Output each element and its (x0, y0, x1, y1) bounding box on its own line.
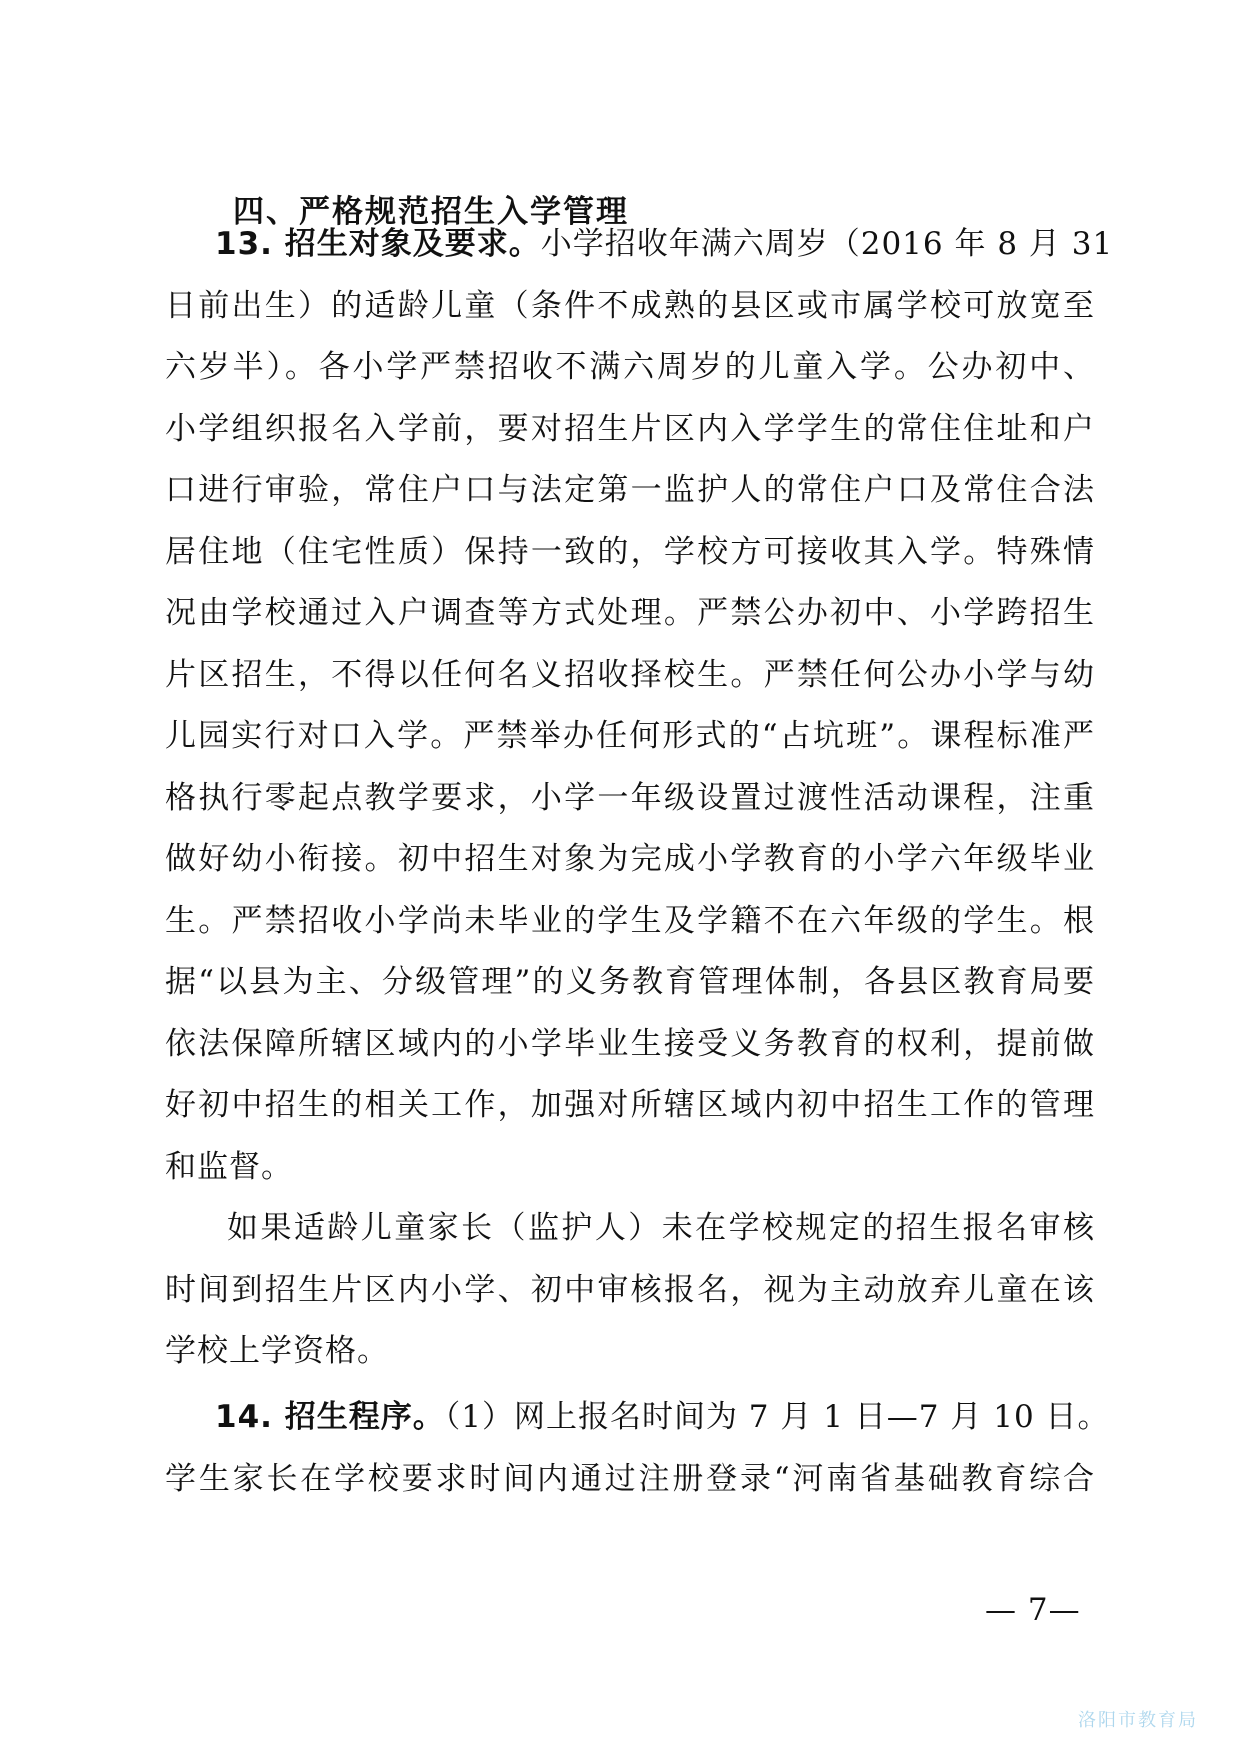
item-13-first-line: 13. 招生对象及要求。小学招收年满六周岁（2016 年 8 月 31 (215, 226, 1114, 262)
paragraph-line: 生。严禁招收小学尚未毕业的学生及学籍不在六年级的学生。根 (165, 902, 1095, 939)
paragraph-line: 如果适龄儿童家长（监护人）未在学校规定的招生报名审核 (227, 1210, 1095, 1246)
paragraph-line: 儿园实行对口入学。严禁举办任何形式的“占坑班”。课程标准严 (165, 718, 1095, 754)
item-14-first-line: 14. 招生程序。（1）网上报名时间为 7 月 1 日—7 月 10 日。 (215, 1399, 1110, 1435)
paragraph-line: 学生家长在学校要求时间内通过注册登录“河南省基础教育综合 (165, 1460, 1095, 1497)
paragraph-line: 况由学校通过入户调查等方式处理。严禁公办初中、小学跨招生 (165, 595, 1095, 631)
paragraph-line: 据“以县为主、分级管理”的义务教育管理体制，各县区教育局要 (165, 964, 1095, 1000)
item-13-lead: 13. 招生对象及要求。 (215, 226, 541, 262)
paragraph-line: 小学组织报名入学前，要对招生片区内入学学生的常住住址和户 (165, 410, 1095, 447)
watermark: 洛阳市教育局 (1078, 1710, 1198, 1731)
item-14-block (165, 1387, 1110, 1510)
paragraph-line: 好初中招生的相关工作，加强对所辖区域内初中招生工作的管理 (165, 1087, 1095, 1123)
item-13-block (165, 214, 1114, 1198)
item-14-lead: 14. 招生程序。 (215, 1399, 445, 1435)
paragraph-line: 和监督。 (165, 1148, 293, 1185)
section-heading: 四、严格规范招生入学管理 (233, 194, 629, 230)
paragraph-line: 做好幼小衔接。初中招生对象为完成小学教育的小学六年级毕业 (165, 841, 1095, 877)
page-number: — 7— (985, 1592, 1081, 1628)
paragraph-line: 学校上学资格。 (165, 1333, 389, 1369)
paragraph-line: 格执行零起点教学要求，小学一年级设置过渡性活动课程，注重 (165, 779, 1095, 816)
paragraph-line: 依法保障所辖区域内的小学毕业生接受义务教育的权利，提前做 (165, 1025, 1095, 1062)
paragraph-line: 居住地（住宅性质）保持一致的，学校方可接收其入学。特殊情 (165, 533, 1095, 570)
paragraph-line: 时间到招生片区内小学、初中审核报名，视为主动放弃儿童在该 (165, 1271, 1095, 1308)
paragraph-line: 六岁半）。各小学严禁招收不满六周岁的儿童入学。公办初中、 (165, 349, 1095, 385)
paragraph-2-block (165, 1198, 1095, 1383)
paragraph-line: 片区招生，不得以任何名义招收择校生。严禁任何公办小学与幼 (165, 656, 1095, 693)
paragraph-line: 口进行审验，常住户口与法定第一监护人的常住户口及常住合法 (165, 472, 1095, 508)
paragraph-line: 日前出生）的适龄儿童（条件不成熟的县区或市属学校可放宽至 (165, 287, 1095, 324)
